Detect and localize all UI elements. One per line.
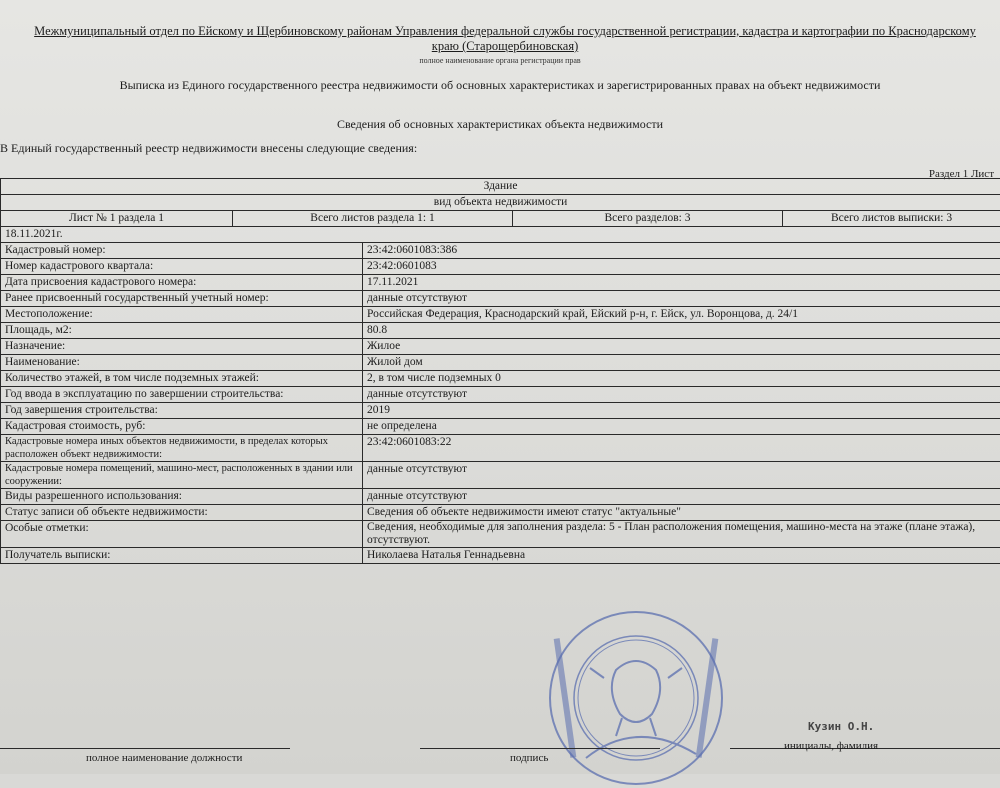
table-row — [1, 371, 1000, 387]
date-row — [1, 227, 1000, 243]
row-label: Назначение: — [1, 339, 363, 355]
row-label: Получатель выписки: — [1, 548, 363, 564]
row-value: Сведения, необходимые для заполнения раздела: 5 - План расположения помещения, машино-места на этаже (плане этажа), отсутствуют. — [363, 521, 1000, 548]
object-type-caption-row — [1, 195, 1000, 211]
table-row — [1, 548, 1000, 564]
object-type-row — [1, 179, 1000, 195]
table-row — [1, 419, 1000, 435]
row-label: Кадастровые номера иных объектов недвижимости, в пределах которых расположен объект недвижимости: — [1, 435, 363, 462]
section-title: Сведения об основных характеристиках объекта недвижимости — [0, 117, 1000, 132]
row-label: Кадастровый номер: — [1, 243, 363, 259]
initials-caption: инициалы, фамилия — [784, 740, 878, 752]
table-row — [1, 521, 1000, 548]
authority-caption: полное наименование органа регистрации прав — [0, 56, 1000, 65]
row-label: Номер кадастрового квартала: — [1, 259, 363, 275]
sections-total: Всего разделов: 3 — [513, 211, 783, 227]
row-label: Количество этажей, в том числе подземных этажей: — [1, 371, 363, 387]
row-label: Кадастровая стоимость, руб: — [1, 419, 363, 435]
table-row — [1, 307, 1000, 323]
table-row — [1, 291, 1000, 307]
row-value: Российская Федерация, Краснодарский край, Ейский р-н, г. Ейск, ул. Воронцова, д. 24/1 — [363, 307, 1000, 323]
row-value: 2, в том числе подземных 0 — [363, 371, 1000, 387]
row-label: Год ввода в эксплуатацию по завершении строительства: — [1, 387, 363, 403]
official-seal — [546, 608, 726, 788]
characteristics-table — [0, 178, 1000, 564]
row-label: Местоположение: — [1, 307, 363, 323]
row-value: данные отсутствуют — [363, 462, 1000, 489]
object-type-caption: вид объекта недвижимости — [1, 195, 1000, 211]
row-value: данные отсутствуют — [363, 291, 1000, 307]
table-row — [1, 339, 1000, 355]
authority-name: Межмуниципальный отдел по Ейскому и Щербиновскому районам Управления федеральной службы государственной регистрации, кадастра и картографии по Краснодарскому краю (Старощербиновская) — [30, 24, 980, 54]
row-label: Ранее присвоенный государственный учетный номер: — [1, 291, 363, 307]
object-type: Здание — [1, 179, 1000, 195]
sheet-info-row — [1, 211, 1000, 227]
row-value: 80.8 — [363, 323, 1000, 339]
row-label: Виды разрешенного использования: — [1, 489, 363, 505]
table-row — [1, 462, 1000, 489]
intro-text: В Единый государственный реестр недвижимости внесены следующие сведения: — [0, 141, 417, 156]
row-value: 17.11.2021 — [363, 275, 1000, 291]
row-value: 23:42:0601083:386 — [363, 243, 1000, 259]
row-value: 23:42:0601083 — [363, 259, 1000, 275]
position-line — [0, 748, 290, 749]
row-value: данные отсутствуют — [363, 387, 1000, 403]
row-label: Особые отметки: — [1, 521, 363, 548]
row-value: не определена — [363, 419, 1000, 435]
table-row — [1, 355, 1000, 371]
characteristics-rows — [1, 243, 1000, 564]
table-row — [1, 323, 1000, 339]
row-value: 2019 — [363, 403, 1000, 419]
row-value: данные отсутствуют — [363, 489, 1000, 505]
signature-caption: подпись — [510, 752, 548, 764]
table-row — [1, 505, 1000, 521]
table-row — [1, 259, 1000, 275]
sheet-number: Лист № 1 раздела 1 — [1, 211, 233, 227]
signature-line — [420, 748, 660, 749]
row-label: Площадь, м2: — [1, 323, 363, 339]
row-label: Наименование: — [1, 355, 363, 371]
table-row — [1, 435, 1000, 462]
table-row — [1, 243, 1000, 259]
row-label: Год завершения строительства: — [1, 403, 363, 419]
table-row — [1, 275, 1000, 291]
sheets-total: Всего листов выписки: 3 — [783, 211, 1000, 227]
table-row — [1, 387, 1000, 403]
row-value: Сведения об объекте недвижимости имеют статус "актуальные" — [363, 505, 1000, 521]
row-value: Жилой дом — [363, 355, 1000, 371]
sheets-in-section: Всего листов раздела 1: 1 — [233, 211, 513, 227]
row-value: Жилое — [363, 339, 1000, 355]
row-value: Николаева Наталья Геннадьевна — [363, 548, 1000, 564]
extract-title: Выписка из Единого государственного реестра недвижимости об основных характеристиках и зарегистрированных правах на объект недвижимости — [0, 78, 1000, 93]
row-value: 23:42:0601083:22 — [363, 435, 1000, 462]
table-row — [1, 403, 1000, 419]
table-row — [1, 489, 1000, 505]
extract-date: 18.11.2021г. — [1, 227, 1000, 243]
section-sheet-label: Раздел 1 Лист — [929, 168, 994, 180]
row-label: Статус записи об объекте недвижимости: — [1, 505, 363, 521]
row-label: Кадастровые номера помещений, машино-мест, расположенных в здании или сооружении: — [1, 462, 363, 489]
signature-initials: Кузин О.Н. — [808, 720, 874, 733]
position-caption: полное наименование должности — [86, 752, 242, 764]
row-label: Дата присвоения кадастрового номера: — [1, 275, 363, 291]
